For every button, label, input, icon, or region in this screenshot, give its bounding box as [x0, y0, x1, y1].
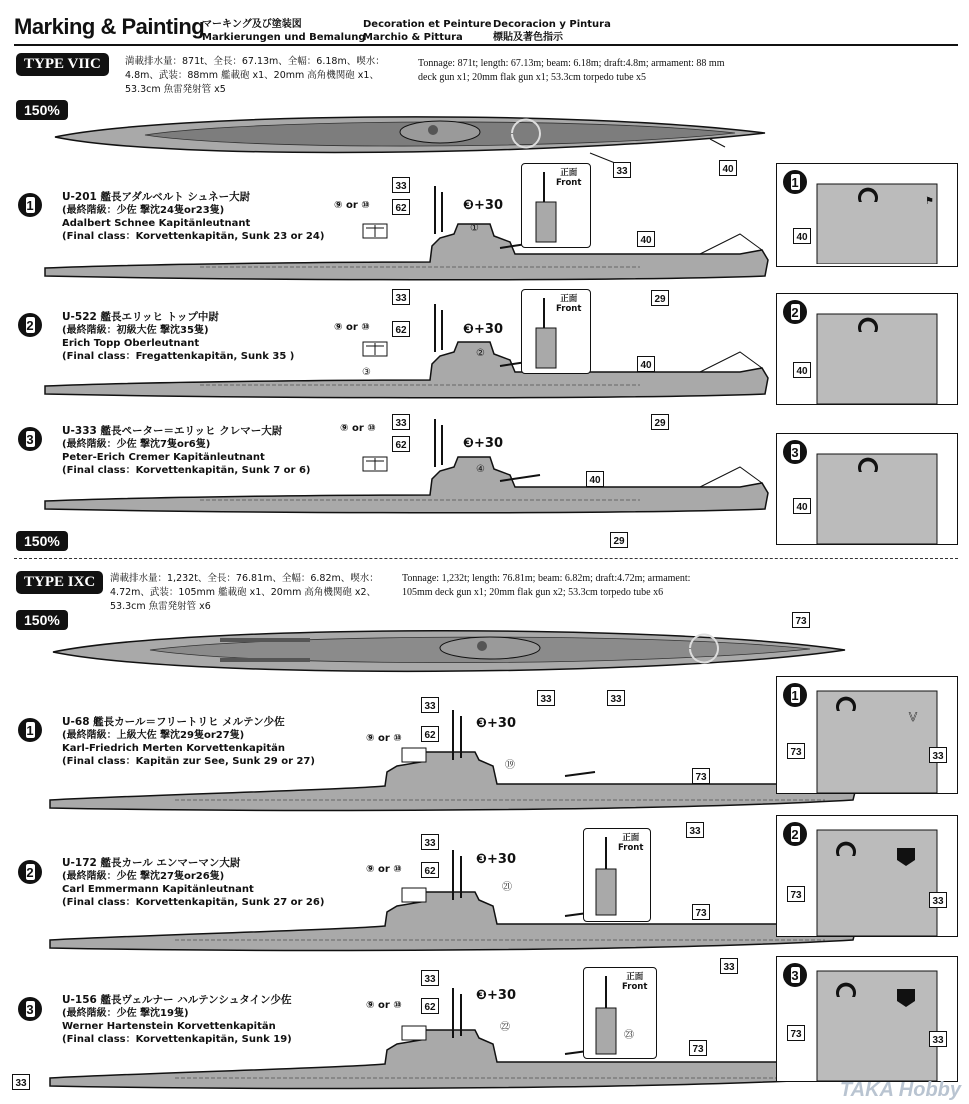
callout-29-7-3	[610, 532, 628, 552]
svg-text:33: 33	[15, 1078, 27, 1089]
svg-text:62: 62	[395, 325, 407, 336]
callout-73-9-3	[689, 1040, 707, 1060]
callout-mark-9-1: ⑲	[505, 760, 515, 771]
type9-specs-en: Tonnage: 1,232t; length: 76.81m; beam: 6.82m; draft:4.72m; armament: 105mm deck gun x1; 20mm flak gun x2; 53.3cm torpedo tube x6	[402, 573, 691, 598]
tower-inset-9-2: 2 73 33	[776, 815, 958, 937]
svg-text:73: 73	[692, 1044, 704, 1055]
entry-badge-7-2: 2	[18, 313, 42, 337]
callout-62-9-1	[421, 726, 439, 746]
type9-side-view-1	[45, 700, 865, 820]
callout-33-7-1	[392, 177, 410, 197]
callout-9or10-7-1: ⑨ or ⑩	[334, 200, 370, 211]
callout-mark-7-1: ①	[470, 223, 479, 234]
type7-entry-2-text: U-522 艦長エリッヒ トップ中尉 (最終階級：初級大佐 撃沈35隻) Erich Topp Oberleutnant (Final class：Fregattenkapitän, Sunk 35 )	[62, 311, 295, 362]
entry-badge-7-1: 1	[18, 193, 42, 217]
svg-text:40: 40	[589, 475, 601, 486]
svg-text:62: 62	[424, 730, 436, 741]
type9-title: TYPE IXC	[16, 571, 103, 594]
scale-badge-middle: 150%	[16, 531, 68, 551]
callout-9or10-7-3: ⑨ or ⑩	[340, 423, 376, 434]
callout-33-9-2b	[720, 958, 738, 978]
page-title: Marking & Painting	[14, 14, 205, 39]
callout-mark-7-3: ④	[476, 464, 485, 475]
footer-part-33	[12, 1074, 30, 1094]
callout-9or10-9-3: ⑨ or ⑩	[366, 1000, 402, 1011]
svg-text:73: 73	[695, 908, 707, 919]
section-divider	[14, 558, 958, 559]
callout-40-7-1	[637, 231, 655, 251]
svg-text:33: 33	[932, 1035, 944, 1046]
svg-text:V: V	[909, 710, 918, 724]
type7-entry-3-text: U-333 艦長ペーター＝エリッヒ クレマー大尉 (最終階級：少佐 撃沈7隻or6隻) Peter-Erich Cremer Kapitänleutnant (Final class：Korvettenkapitän, Sunk 7 or 6)	[62, 425, 311, 476]
type9-entry-3-text: U-156 艦長ヴェルナー ハルテンシュタイン少佐 (最終階級：少佐 撃沈19隻) Werner Hartenstein Korvettenkapitän (Final class：Korvettenkapitän, Sunk 19)	[62, 994, 292, 1045]
header-subtitle-2	[363, 18, 492, 44]
svg-text:33: 33	[723, 962, 735, 973]
svg-text:33: 33	[616, 166, 628, 177]
callout-9or10-9-2: ⑨ or ⑩	[366, 864, 402, 875]
subtitle-es: Decoracion y Pintura	[493, 19, 611, 30]
type7-title: TYPE VIIC	[16, 53, 109, 76]
svg-text:40: 40	[722, 164, 734, 175]
callout-33-9-3	[421, 970, 439, 990]
svg-text:62: 62	[395, 440, 407, 451]
svg-text:40: 40	[640, 360, 652, 371]
callout-40-7-3	[586, 471, 604, 491]
callout-9or10-9-1: ⑨ or ⑩	[366, 733, 402, 744]
entry-badge-9-1: 1	[18, 718, 42, 742]
subtitle-de: Markierungen und Bemalung	[202, 32, 366, 43]
svg-text:33: 33	[395, 418, 407, 429]
callout-73-9-1	[692, 768, 710, 788]
front-view-9-3: 正面 Front ㉓	[583, 967, 657, 1059]
svg-text:40: 40	[640, 235, 652, 246]
svg-text:⚑: ⚑	[925, 196, 934, 207]
tower-inset-7-1: 1 ⚑ 40	[776, 163, 958, 267]
callout-62-9-2	[421, 862, 439, 882]
scale-badge-top: 150%	[16, 100, 68, 120]
callout-62-9-3	[421, 998, 439, 1018]
callout-3plus30-7-1: ❸+30	[463, 198, 503, 213]
svg-text:62: 62	[395, 203, 407, 214]
svg-text:62: 62	[424, 866, 436, 877]
callout-mark-7-2b: ③	[362, 367, 371, 378]
svg-text:73: 73	[790, 890, 802, 901]
svg-text:33: 33	[540, 694, 552, 705]
callout-3plus30-9-1: ❸+30	[476, 716, 516, 731]
type9-side-view-3	[45, 978, 865, 1098]
callout-3plus30-9-2: ❸+30	[476, 852, 516, 867]
svg-text:33: 33	[395, 181, 407, 192]
subtitle-it: Marchio & Pittura	[363, 32, 463, 43]
subtitle-cn: 標貼及著色指示	[493, 32, 563, 43]
callout-73-top9	[792, 612, 810, 632]
callout-33-7-2	[392, 289, 410, 309]
svg-text:33: 33	[395, 293, 407, 304]
callout-62-7-2	[392, 321, 410, 341]
callout-9or10-7-2: ⑨ or ⑩	[334, 322, 370, 333]
scale-badge-lower: 150%	[16, 610, 68, 630]
callout-33-9-2	[421, 834, 439, 854]
callout-62-7-1	[392, 199, 410, 219]
type7-side-view-2	[40, 290, 770, 420]
entry-badge-9-3: 3	[18, 997, 42, 1021]
header-subtitle-3	[493, 18, 611, 44]
header-rule	[14, 44, 958, 46]
svg-text:33: 33	[932, 896, 944, 907]
callout-3plus30-7-3: ❸+30	[463, 436, 503, 451]
svg-text:73: 73	[795, 616, 807, 627]
svg-text:33: 33	[689, 826, 701, 837]
tower-inset-7-2: 2 40	[776, 293, 958, 405]
type9-specs-jp: 満載排水量：1,232t、全長：76.81m、全幅：6.82m、喫水： 4.72m、武装：105mm 艦載砲 x1、20mm 高角機関砲 x2、 53.3cm 魚雷発射管 x6	[110, 573, 379, 612]
svg-text:33: 33	[424, 974, 436, 985]
type7-entry-1-text: U-201 艦長アダルベルト シュネー大尉 (最終階級：少佐 撃沈24隻or23隻) Adalbert Schnee Kapitänleutnant (Final class：Korvettenkapitän, Sunk 23 or 24)	[62, 191, 325, 242]
tower-inset-9-3: 3 73 33	[776, 956, 958, 1082]
svg-text:73: 73	[695, 772, 707, 783]
svg-text:40: 40	[796, 502, 808, 513]
svg-text:29: 29	[613, 536, 625, 547]
type7-specs-jp: 満載排水量：871t、全長：67.13m、全幅：6.18m、喫水： 4.8m、武装：88mm 艦載砲 x1、20mm 高角機関砲 x1、 53.3cm 魚雷発射管 x5	[125, 56, 385, 95]
callout-40-7-2	[637, 356, 655, 376]
callout-33-9-1b	[686, 822, 704, 842]
callout-mark-7-2a: ②	[476, 348, 485, 359]
entry-badge-9-2: 2	[18, 860, 42, 884]
svg-text:73: 73	[790, 747, 802, 758]
front-view-7-2: 正面 Front	[521, 289, 591, 374]
type9-entry-2-text: U-172 艦長カール エンマーマン大尉 (最終階級：少佐 撃沈27隻or26隻) Carl Emmermann Kapitänleutnant (Final class：Korvettenkapitän, Sunk 27 or 26)	[62, 857, 325, 908]
tower-inset-9-1: 1 V 73 33	[776, 676, 958, 794]
svg-text:73: 73	[790, 1029, 802, 1040]
subtitle-jp: マーキング及び塗装図	[202, 19, 302, 30]
watermark: TAKA Hobby	[839, 1079, 961, 1101]
callout-33-9-1	[421, 697, 439, 717]
callout-73-9-2	[692, 904, 710, 924]
svg-text:29: 29	[654, 418, 666, 429]
type7-specs-en: Tonnage: 871t; length: 67.13m; beam: 6.18m; draft:4.8m; armament: 88 mm deck gun x1; 20mm flak gun x1; 53.3cm torpedo tube x5	[418, 58, 725, 83]
header-subtitle-1	[202, 18, 365, 44]
svg-text:33: 33	[932, 751, 944, 762]
svg-text:33: 33	[610, 694, 622, 705]
callout-3plus30-9-3: ❸+30	[476, 988, 516, 1003]
tower-inset-7-3: 3 40	[776, 433, 958, 545]
front-view-7-1: 正面 Front	[521, 163, 591, 248]
callout-33-7-3	[392, 414, 410, 434]
callout-mark-9-3: ㉒	[500, 1022, 510, 1033]
type9-side-view-2	[45, 840, 865, 960]
subtitle-fr: Decoration et Peinture	[363, 19, 492, 30]
type9-top-view	[50, 620, 850, 690]
svg-text:33: 33	[424, 701, 436, 712]
svg-text:40: 40	[796, 232, 808, 243]
type9-entry-1-text: U-68 艦長カール＝フリートリヒ メルテン少佐 (最終階級：上級大佐 撃沈29隻or27隻) Karl-Friedrich Merten Korvettenkapitän (Final class：Kapitän zur See, Sunk 29 or 27)	[62, 716, 315, 767]
svg-text:33: 33	[424, 838, 436, 849]
svg-text:40: 40	[796, 366, 808, 377]
callout-3plus30-7-2: ❸+30	[463, 322, 503, 337]
callout-mark-9-2: ㉑	[502, 882, 512, 893]
entry-badge-7-3: 3	[18, 427, 42, 451]
front-view-9-2: 正面 Front	[583, 828, 651, 922]
svg-text:29: 29	[654, 294, 666, 305]
svg-text:62: 62	[424, 1002, 436, 1013]
callout-62-7-3	[392, 436, 410, 456]
